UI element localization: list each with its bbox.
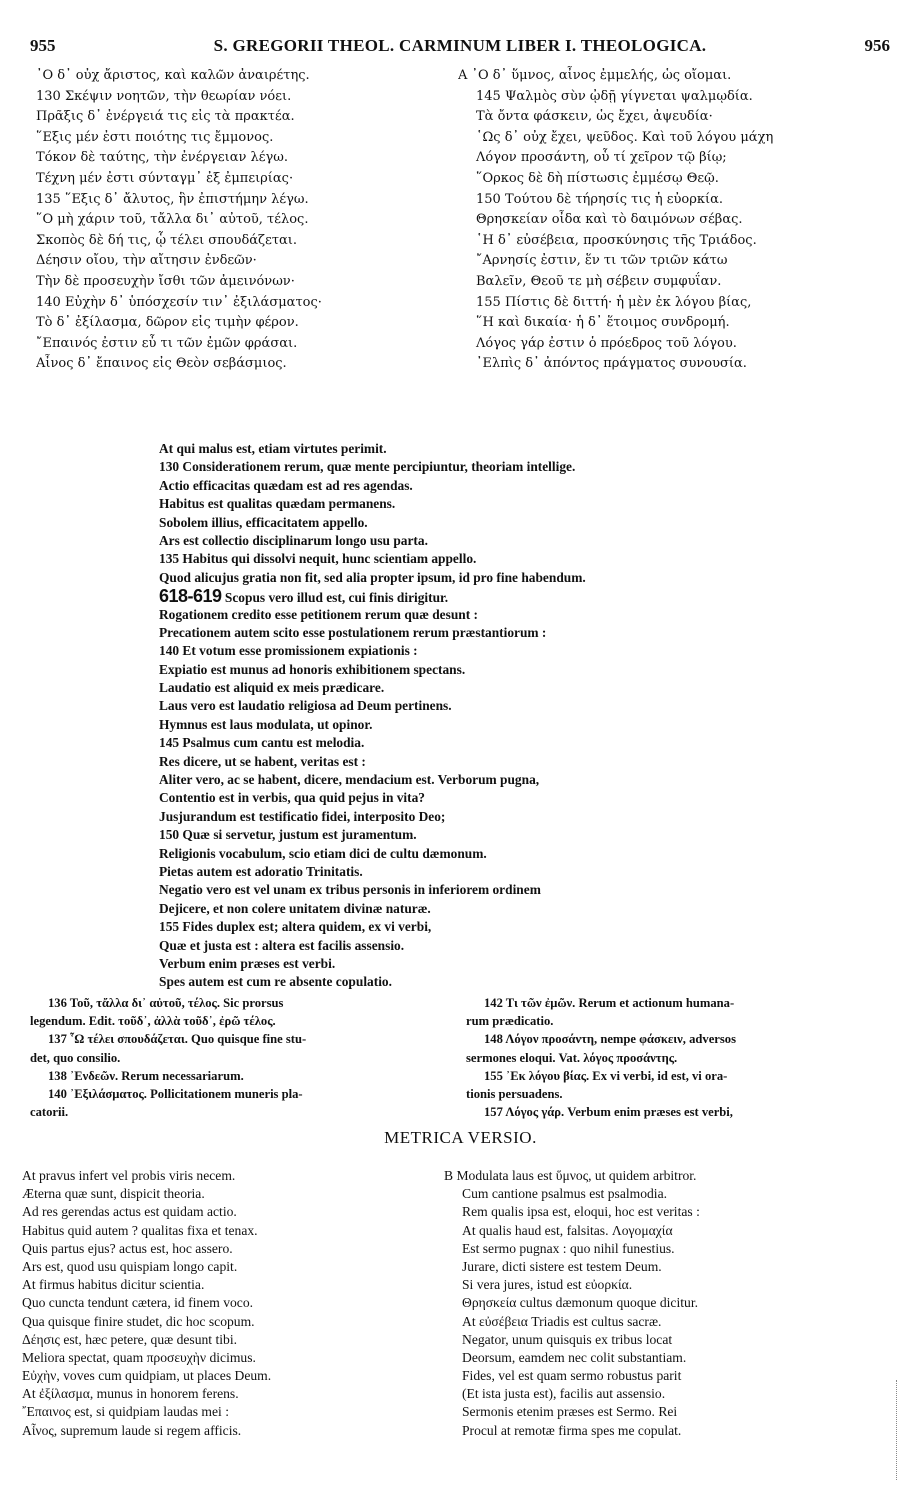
- metrica-verse-line: Qua quisque finire studet, dic hoc scopum.: [22, 1313, 255, 1329]
- footnote-line: sermones eloqui. Vat. λόγος προσάντης.: [466, 1050, 678, 1065]
- latin-line: Contentio est in verbis, qua quid pejus in vita?: [159, 790, 426, 806]
- metrica-verse-line: Negator, unum quisquis ex tribus locat: [462, 1331, 673, 1347]
- latin-line: Jusjurandum est testificatio fidei, interposito Deo;: [159, 808, 446, 824]
- latin-line: Spes autem est cum re absente copulatio.: [159, 974, 392, 990]
- metrica-verse-line: Αἶνος, supremum laude si regem afficis.: [22, 1422, 242, 1438]
- latin-line: Aliter vero, ac se habent, dicere, mendacium est. Verborum pugna,: [159, 772, 540, 788]
- latin-line: Laudatio est aliquid ex meis prædicare.: [159, 680, 385, 696]
- greek-verse-line: 150 Τούτου δὲ τήρησίς τις ἡ εὐορκία.: [476, 191, 723, 207]
- latin-line: Actio efficacitas quædam est ad res agendas.: [159, 477, 413, 493]
- greek-verse-line: ῎Αρνησίς ἐστιν, ἕν τι τῶν τριῶν κάτω: [476, 253, 728, 269]
- greek-verse-line: ῾Ως δ᾿ οὐχ ἔχει, ψεῦδος. Καὶ τοῦ λόγου μάχη: [476, 129, 774, 145]
- page-number-left: 955: [30, 36, 56, 55]
- section-heading: METRICA VERSIO.: [384, 1128, 537, 1147]
- metrica-verse-line: At firmus habitus dicitur scientia.: [22, 1277, 205, 1293]
- latin-line: Expiatio est munus ad honoris exhibitionem spectans.: [159, 661, 466, 677]
- latin-line-text: Scopus vero illud est, cui finis dirigitur.: [221, 590, 449, 606]
- greek-verse-line: Αἶνος δ᾿ ἔπαινος εἰς Θεὸν σεβάσμιος.: [36, 356, 287, 372]
- latin-line: 155 Fides duplex est; altera quidem, ex vi verbi,: [159, 919, 432, 935]
- greek-verse-line: ῞Η καὶ δικαία· ἡ δ᾿ ἕτοιμος συνδρομή.: [476, 315, 730, 331]
- footnote-line: 140 ᾿Εξιλάσματος. Pollicitationem muneris pla-: [48, 1086, 303, 1101]
- metrica-verse-line: At εὐσέβεια Triadis est cultus sacræ.: [462, 1313, 662, 1329]
- latin-line: 150 Quæ si servetur, justum est juramentum.: [159, 827, 417, 843]
- footnote-line: 142 Τι τῶν ἐμῶν. Rerum et actionum humana-: [484, 996, 735, 1010]
- metrica-verse-line: At ἐξίλασμα, munus in honorem ferens.: [22, 1386, 239, 1402]
- latin-line: Laus vero est laudatio religiosa ad Deum pertinens.: [159, 698, 452, 714]
- footnote-line: 138 ᾿Ενδεῶν. Rerum necessariarum.: [48, 1068, 244, 1083]
- metrica-verse-line: Cum cantione psalmus est psalmodia.: [462, 1186, 668, 1202]
- metrica-verse-line: Meliora spectat, quam προσευχὴν dicimus.: [22, 1349, 256, 1365]
- greek-verse-line: Δέησιν οἴου, τὴν αἴτησιν ἐνδεῶν·: [36, 253, 257, 269]
- metrica-verse-line: Habitus quid autem ? qualitas fixa et tenax.: [22, 1222, 258, 1238]
- greek-verse-line: Πρᾶξις δ᾿ ἐνέργειά τις εἰς τὰ πρακτέα.: [36, 109, 295, 125]
- footnote-line: 157 Λόγος γάρ. Verbum enim præses est verbi,: [484, 1105, 733, 1120]
- column-reference: 618-619: [159, 587, 222, 606]
- greek-verse-line: Τὴν δὲ προσευχὴν ἴσθι τῶν ἀμεινόνων·: [36, 273, 295, 289]
- metrica-verse-line: Ad res gerendas actus est quidam actio.: [22, 1204, 237, 1220]
- footnotes-right-column: [466, 994, 896, 1121]
- margin-dotted-rule: [896, 1380, 899, 1480]
- footnote-line: 136 Τοῦ, τἄλλα δι᾿ αὐτοῦ, τέλος. Sic prorsus: [48, 996, 284, 1010]
- footnotes-left-column: [30, 994, 450, 1121]
- latin-line: Quod alicujus gratia non fit, sed alia propter ipsum, id pro fine habendum.: [159, 569, 586, 585]
- page-number-right: 956: [864, 36, 890, 55]
- metrica-verse-line: ῎Επαινος est, si quidpiam laudas mei :: [22, 1404, 229, 1420]
- greek-verse-line: 155 Πίστις δὲ διττή· ἡ μὲν ἐκ λόγου βίας,: [476, 294, 752, 310]
- footnote-line: 137 ῟Ω τέλει σπουδάζεται. Quo quisque fine stu-: [48, 1032, 307, 1047]
- metrica-verse-line: Si vera jures, istud est εὐορκία.: [462, 1277, 633, 1293]
- footnote-line: tionis persuadens.: [466, 1086, 563, 1101]
- metrica-verse-line: Procul at remotæ firma spes me copulat.: [462, 1422, 682, 1438]
- metrica-verse-line: Δέησις est, hæc petere, quæ desunt tibi.: [22, 1331, 237, 1347]
- footnote-line: 155 ᾿Εκ λόγου βίας. Ex vi verbi, id est, vi ora-: [484, 1068, 728, 1083]
- latin-line: Pietas autem est adoratio Trinitatis.: [159, 863, 363, 879]
- greek-verse-line: 130 Σκέψιν νοητῶν, τὴν θεωρίαν νόει.: [36, 88, 292, 104]
- metrica-verse-line: Εὐχὴν, voves cum quidpiam, ut places Deum.: [22, 1368, 272, 1384]
- greek-verse-line: Βαλεῖν, Θεοῦ τε μὴ σέβειν συμφυΐαν.: [476, 273, 722, 289]
- greek-verse-line: ῞Ορκος δὲ δὴ πίστωσις ἐμμέσῳ Θεῷ.: [476, 170, 719, 186]
- greek-verse-line: ῞Ο μὴ χάριν τοῦ, τἄλλα δι᾿ αὐτοῦ, τέλος.: [36, 212, 309, 228]
- latin-line: Religionis vocabulum, scio etiam dici de cultu dæmonum.: [159, 845, 487, 861]
- greek-verse-line: Τόκον δὲ ταύτης, τὴν ἐνέργειαν λέγω.: [36, 150, 288, 166]
- greek-verse-line: 145 Ψαλμὸς σὺν ᾠδῇ γίγνεται ψαλμῳδία.: [476, 88, 753, 104]
- latin-translation: [159, 440, 879, 992]
- metrica-verse-line: At qualis haud est, falsitas. Λογομαχία: [462, 1222, 673, 1238]
- metrica-verse-line: (Et ista justa est), facilis aut assensio.: [462, 1386, 666, 1402]
- latin-line: Rogationem credito esse petitionem rerum quæ desunt :: [159, 606, 478, 622]
- latin-line: 135 Habitus qui dissolvi nequit, hunc scientiam appello.: [159, 551, 477, 567]
- metrica-verse-line: Quis partus ejus? actus est, hoc assero.: [22, 1240, 233, 1256]
- metrica-verse-line: Deorsum, eamdem nec colit substantiam.: [462, 1349, 687, 1365]
- metrica-versio-left-column: [22, 1167, 442, 1440]
- metrica-verse-line: Sermonis etenim præses est Sermo. Rei: [462, 1404, 678, 1420]
- metrica-verse-line: Θρησκεία cultus dæmonum quoque dicitur.: [462, 1295, 698, 1311]
- latin-line: 130 Considerationem rerum, quæ mente percipiuntur, theoriam intellige.: [159, 459, 576, 475]
- greek-verse-line: 140 Εὐχὴν δ᾿ ὑπόσχεσίν τιν᾿ ἐξιλάσματος·: [36, 294, 322, 310]
- latin-line: Verbum enim præses est verbi.: [159, 955, 336, 971]
- greek-text-right-column: [458, 66, 898, 375]
- latin-line: 140 Et votum esse promissionem expiationis :: [159, 643, 418, 659]
- latin-line: Dejicere, et non colere unitatem divinæ naturæ.: [159, 900, 431, 916]
- metrica-verse-line: Fides, vel est quam sermo robustus parit: [462, 1368, 682, 1384]
- footnote-line: legendum. Edit. τοῦδ᾿, ἀλλὰ τοῦδ᾿, ἐρῶ τέλος.: [30, 1014, 276, 1029]
- greek-verse-line: ῾Η δ᾿ εὐσέβεια, προσκύνησις τῆς Τριάδος.: [476, 232, 757, 248]
- greek-verse-line: Λόγον προσάντη, οὗ τί χεῖρον τῷ βίῳ;: [476, 150, 727, 166]
- greek-verse-line: Τὸ δ᾿ ἐξίλασμα, δῶρον εἰς τιμὴν φέρον.: [36, 315, 299, 331]
- greek-verse-line: ῎Επαινός ἐστιν εὖ τι τῶν ἐμῶν φράσαι.: [36, 335, 298, 351]
- footnote-line: det, quo consilio.: [30, 1050, 121, 1065]
- greek-verse-line: A ᾿Ο δ᾿ ὕμνος, αἶνος ἐμμελής, ὡς οἴομαι.: [458, 68, 732, 83]
- footnote-line: catorii.: [30, 1105, 69, 1120]
- metrica-verse-line: Rem qualis ipsa est, eloqui, hoc est veritas :: [462, 1204, 700, 1220]
- greek-verse-line: ᾿Ελπὶς δ᾿ ἀπόντος πράγματος συνουσία.: [476, 356, 747, 372]
- greek-verse-line: Τὰ ὄντα φάσκειν, ὡς ἔχει, ἀψευδία·: [476, 109, 713, 125]
- latin-line: At qui malus est, etiam virtutes perimit.: [159, 441, 387, 456]
- running-title: S. GREGORII THEOL. CARMINUM LIBER I. THEOLOGICA.: [213, 36, 707, 55]
- metrica-verse-line: Ars est, quod usu quispiam longo capit.: [22, 1258, 238, 1274]
- metrica-verse-line: Quo cuncta tendunt cætera, id finem voco.: [22, 1295, 254, 1311]
- metrica-verse-line: At pravus infert vel probis viris necem.: [22, 1168, 236, 1183]
- latin-line: Res dicere, ut se habent, veritas est :: [159, 753, 366, 769]
- greek-verse-line: 135 ῞Εξις δ᾿ ἄλυτος, ἣν ἐπιστήμην λέγω.: [36, 191, 309, 207]
- greek-verse-line: Τέχνη μέν ἐστι σύνταγμ᾿ ἐξ ἐμπειρίας·: [36, 170, 294, 186]
- greek-verse-line: ᾿Ο δ᾿ οὐχ ἄριστος, καὶ καλῶν ἀναιρέτης.: [36, 68, 310, 83]
- metrica-verse-line: Est sermo pugnax : quo nihil funestius.: [462, 1240, 675, 1256]
- latin-line: Hymnus est laus modulata, ut opinor.: [159, 716, 373, 732]
- page-header: [30, 36, 890, 60]
- latin-line: Sobolem illius, efficacitatem appello.: [159, 514, 368, 530]
- latin-line: Habitus est qualitas quædam permanens.: [159, 496, 396, 512]
- metrica-verse-line: Æterna quæ sunt, dispicit theoria.: [22, 1186, 205, 1202]
- latin-line-with-reference: [159, 587, 879, 605]
- metrica-verse-line: Jurare, dicti sistere est testem Deum.: [462, 1258, 662, 1274]
- latin-line: 145 Psalmus cum cantu est melodia.: [159, 735, 365, 751]
- metrica-verse-line: B Modulata laus est ὕμνος, ut quidem arbitror.: [444, 1168, 697, 1183]
- greek-verse-line: Σκοπὸς δὲ δή τις, ᾧ τέλει σπουδάζεται.: [36, 232, 298, 248]
- latin-line: Quæ et justa est : altera est facilis assensio.: [159, 937, 405, 953]
- latin-line: Negatio vero est vel unam ex tribus personis in inferiorem ordinem: [159, 882, 541, 898]
- footnote-line: rum prædicatio.: [466, 1014, 554, 1029]
- greek-verse-line: Θρησκείαν οἶδα καὶ τὸ δαιμόνων σέβας.: [476, 212, 743, 228]
- metrica-versio-right-column: [444, 1167, 894, 1440]
- greek-verse-line: Λόγος γάρ ἐστιν ὁ πρόεδρος τοῦ λόγου.: [476, 335, 737, 351]
- latin-line: Ars est collectio disciplinarum longo usu parta.: [159, 532, 428, 548]
- footnote-line: 148 Λόγον προσάντη, nempe φάσκειν, adversos: [484, 1032, 736, 1047]
- greek-verse-line: ῞Εξις μέν ἐστι ποιότης τις ἔμμονος.: [36, 129, 274, 145]
- latin-line: Precationem autem scito esse postulationem rerum præstantiorum :: [159, 624, 547, 640]
- greek-text-left-column: [36, 66, 456, 375]
